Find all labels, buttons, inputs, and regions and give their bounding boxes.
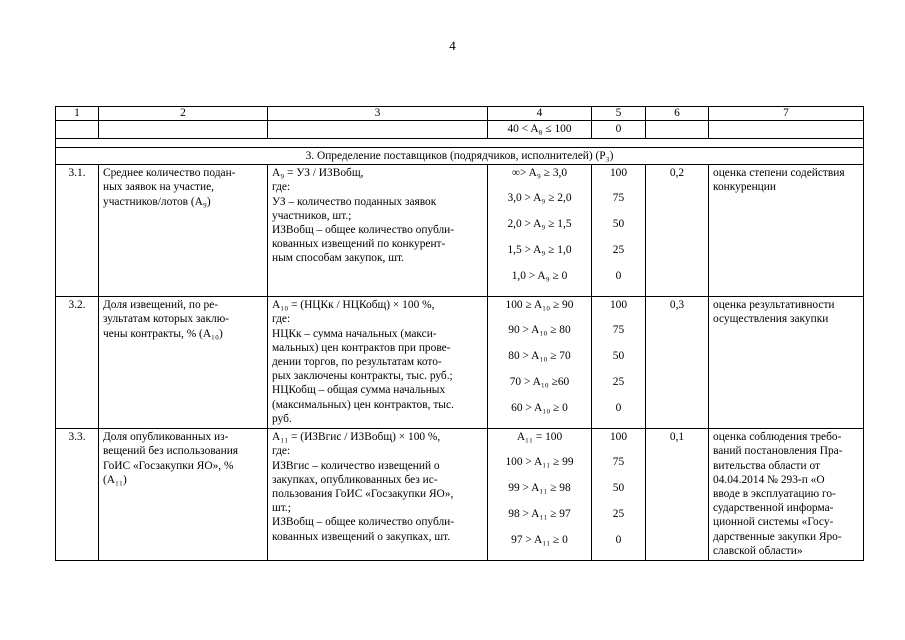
scores: 100 75 50 25 0 — [592, 297, 646, 429]
header-cell: 2 — [99, 107, 268, 121]
weight: 0,3 — [646, 297, 709, 429]
row-number: 3.1. — [56, 165, 99, 297]
scores: 100 75 50 25 0 — [592, 165, 646, 297]
assessment: оценка результативности осуществления закупки — [709, 297, 864, 429]
weight: 0,1 — [646, 429, 709, 561]
carry-score: 0 — [592, 121, 646, 139]
section-title: 3. Определение поставщиков (подрядчиков, исполнителей) (P₃) — [56, 148, 864, 165]
carry-over-row — [56, 121, 864, 139]
indicator-name: Среднее количество подан- ных заявок на участие, участников/лотов (A₉) — [99, 165, 268, 297]
assessment: оценка соблюдения требо- ваний постановления Пра- вительства области от 04.04.2014 № 293-п «О вводе в эксплуатацию го- сударственной информа- ционной системы «Госу- дарственные закупки Яро- славской области» — [709, 429, 864, 561]
criteria-table — [55, 106, 864, 561]
table-row — [56, 429, 864, 561]
section-title-row — [56, 148, 864, 165]
formula: A₁₁ = (ИЗВгис / ИЗВобщ) × 100 %, где: ИЗВгис – количество извещений о закупках, опубликованных без ис- пользования ГоИС «Госзакупки ЯО», шт.; ИЗВобщ – общее количество опубли- кованных извещений о закупках, шт. — [268, 429, 488, 561]
header-cell: 3 — [268, 107, 488, 121]
assessment: оценка степени содействия конкуренции — [709, 165, 864, 297]
header-row — [56, 107, 864, 121]
formula: A₉ = УЗ / ИЗВобщ, где: УЗ – количество поданных заявок участников, шт.; ИЗВобщ – общее количество опубли- кованных извещений по конкурент- ным способам закупок, шт. — [268, 165, 488, 297]
header-cell: 7 — [709, 107, 864, 121]
row-number: 3.3. — [56, 429, 99, 561]
table-row — [56, 165, 864, 297]
header-cell: 1 — [56, 107, 99, 121]
carry-range: 40 < A₈ ≤ 100 — [488, 121, 592, 139]
scores: 100 75 50 25 0 — [592, 429, 646, 561]
page-number: 4 — [449, 38, 456, 53]
indicator-name: Доля опубликованных из- вещений без использования ГоИС «Госзакупки ЯО», % (A₁₁) — [99, 429, 268, 561]
indicator-name: Доля извещений, по ре- зультатам которых заклю- чены контракты, % (A₁₀) — [99, 297, 268, 429]
value-ranges: ∞> A₉ ≥ 3,0 3,0 > A₉ ≥ 2,0 2,0 > A₉ ≥ 1,5 1,5 > A₉ ≥ 1,0 1,0 > A₉ ≥ 0 — [488, 165, 592, 297]
value-ranges: 100 ≥ A₁₀ ≥ 90 90 > A₁₀ ≥ 80 80 > A₁₀ ≥ 70 70 > A₁₀ ≥60 60 > A₁₀ ≥ 0 — [488, 297, 592, 429]
empty-spacer-row — [56, 139, 864, 148]
formula: A₁₀ = (НЦКк / НЦКобщ) × 100 %, где: НЦКк – сумма начальных (макси- мальных) цен контрактов при прове- дении торгов, по результатам кото- рых заключены контракты, тыс. руб.; НЦКобщ – общая сумма начальных (максимальных) цен контрактов, тыс. руб. — [268, 297, 488, 429]
row-number: 3.2. — [56, 297, 99, 429]
table-row — [56, 297, 864, 429]
weight: 0,2 — [646, 165, 709, 297]
header-cell: 6 — [646, 107, 709, 121]
value-ranges: A₁₁ = 100 100 > A₁₁ ≥ 99 99 > A₁₁ ≥ 98 98 > A₁₁ ≥ 97 97 > A₁₁ ≥ 0 — [488, 429, 592, 561]
header-cell: 5 — [592, 107, 646, 121]
header-cell: 4 — [488, 107, 592, 121]
